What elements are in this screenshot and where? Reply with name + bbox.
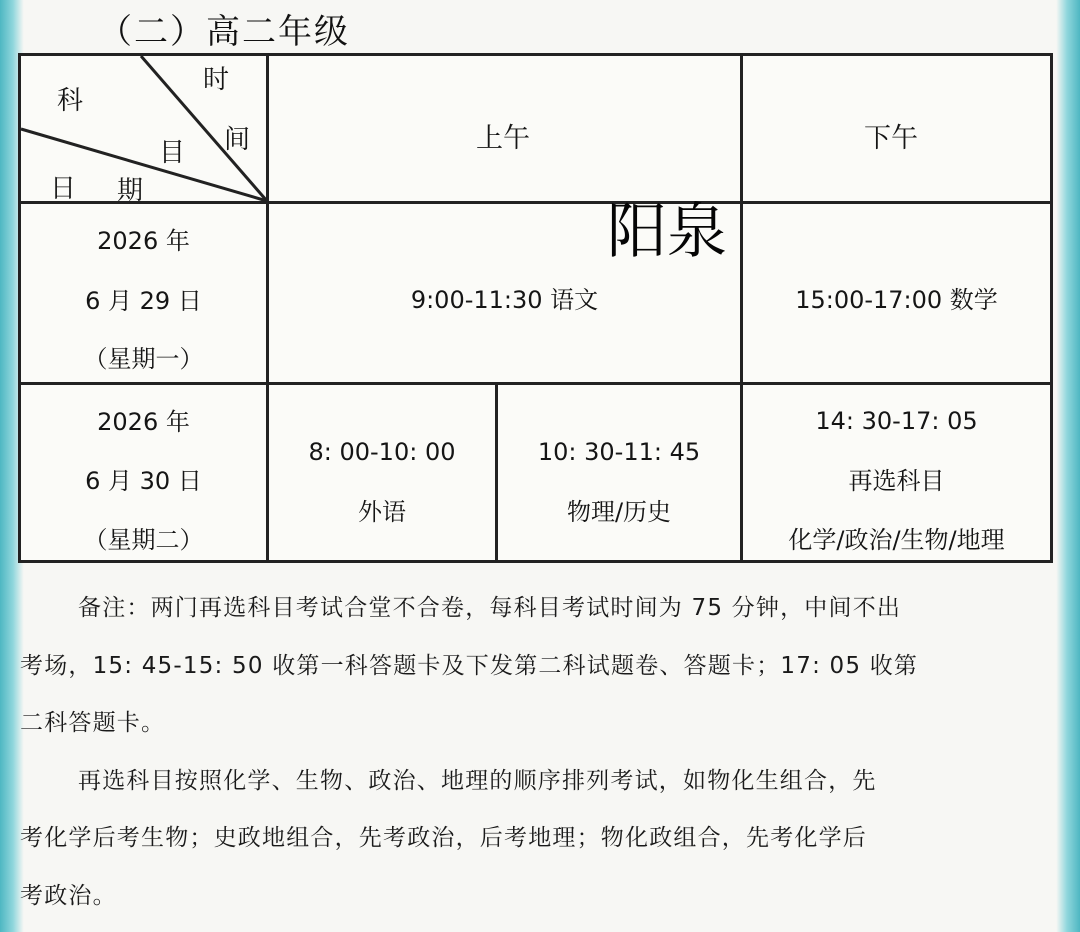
notes-line-3: 二科答题卡。 (20, 710, 166, 736)
notes-line-4: 再选科目按照化学、生物、政治、地理的顺序排列考试，如物化生组合，先 (78, 767, 877, 794)
corner-label-time-second: 间 (224, 125, 251, 155)
afternoon-header: 下午 (864, 123, 918, 154)
corner-label-subject-first: 科 (57, 86, 84, 116)
exam-notes (20, 580, 1060, 925)
watermark-yangquan: 阳泉 (607, 197, 727, 267)
row1-date-weekday: （星期一） (83, 345, 204, 373)
row2-date-weekday: （星期二） (83, 526, 204, 554)
notes-line-1: 备注：两门再选科目考试合堂不合卷，每科目考试时间为 75 分钟，中间不出 (78, 595, 902, 621)
row2-morning-first-time: 8: 00-10: 00 (308, 438, 456, 466)
row2-afternoon-time: 14: 30-17: 05 (815, 407, 978, 435)
row2-afternoon-label: 再选科目 (848, 467, 945, 495)
row2-afternoon-subjects: 化学/政治/生物/地理 (788, 526, 1005, 554)
row2-date-year: 2026 年 (97, 408, 190, 436)
corner-label-subject-second: 目 (159, 138, 186, 168)
corner-label-time-first: 时 (203, 65, 230, 95)
exam-schedule-table (18, 53, 1053, 563)
row2-date-day: 6 月 30 日 (85, 467, 202, 495)
row2-morning-second-time: 10: 30-11: 45 (537, 438, 701, 466)
notes-line-6: 考政治。 (20, 882, 117, 909)
notes-line-2: 考场，15: 45-15: 50 收第一科答题卡及下发第二科试题卷、答题卡；17: 05 收第 (20, 652, 919, 679)
corner-label-date-second: 期 (117, 176, 144, 206)
notes-line-5: 考化学后考生物；史政地组合，先考政治，后考地理；物化政组合，先考化学后 (20, 825, 867, 851)
morning-header: 上午 (476, 123, 530, 154)
row1-morning-exam: 9:00-11:30 语文 (410, 286, 599, 314)
row1-afternoon-exam: 15:00-17:00 数学 (795, 286, 998, 314)
row1-date-day: 6 月 29 日 (85, 287, 202, 315)
row2-morning-first-subject: 外语 (358, 498, 406, 526)
section-title: （二）高二年级 (98, 12, 350, 52)
row1-date-year: 2026 年 (97, 227, 190, 255)
corner-label-date-first: 日 (50, 174, 77, 204)
row2-morning-second-subject: 物理/历史 (566, 498, 672, 526)
